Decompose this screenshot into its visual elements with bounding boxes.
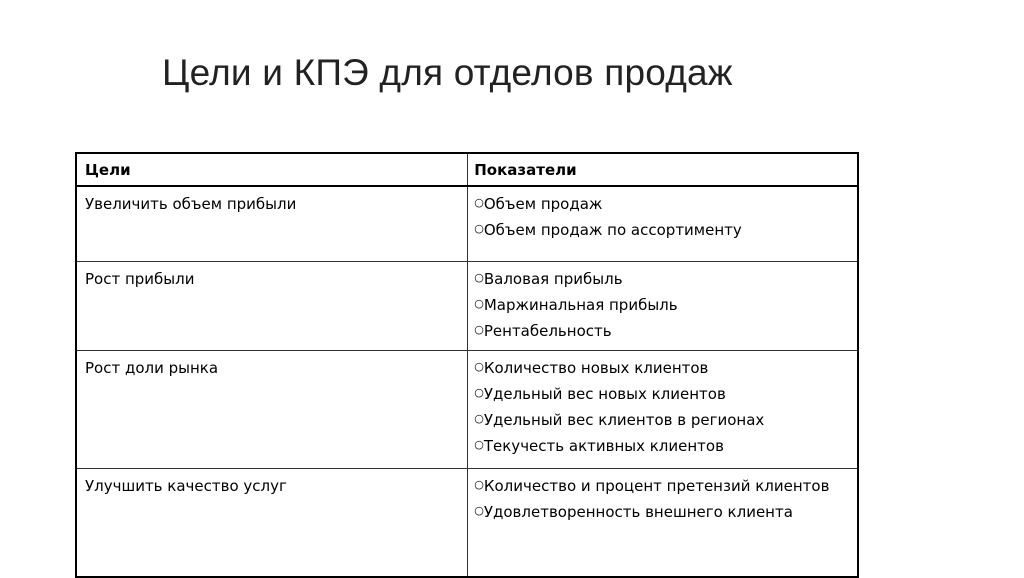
circle-bullet-icon: ○ bbox=[474, 271, 484, 284]
metric-label: Текучесть активных клиентов bbox=[483, 437, 724, 455]
goal-cell: Улучшить качество услуг bbox=[76, 469, 468, 578]
circle-bullet-icon: ○ bbox=[474, 323, 484, 336]
circle-bullet-icon: ○ bbox=[474, 196, 484, 209]
table-row bbox=[76, 469, 858, 578]
header-metrics: Показатели bbox=[468, 153, 858, 186]
page-title: Цели и КПЭ для отделов продаж bbox=[162, 52, 733, 93]
metric-label: Маржинальная прибыль bbox=[483, 296, 678, 314]
circle-bullet-icon: ○ bbox=[474, 360, 484, 373]
metric-label: Валовая прибыль bbox=[483, 270, 623, 288]
metric-label: Рентабельность bbox=[483, 322, 612, 340]
circle-bullet-icon: ○ bbox=[474, 297, 484, 310]
metric-label: Объем продаж по ассортименту bbox=[483, 221, 742, 239]
goal-cell: Рост прибыли bbox=[76, 262, 468, 351]
metric-label: Объем продаж bbox=[483, 195, 603, 213]
table-header-row bbox=[76, 153, 858, 186]
metric-item bbox=[474, 294, 849, 318]
metric-item bbox=[474, 409, 849, 433]
goal-cell: Рост доли рынка bbox=[76, 351, 468, 469]
metric-label: Удельный вес клиентов в регионах bbox=[483, 411, 765, 429]
header-goals: Цели bbox=[76, 153, 468, 186]
metric-item bbox=[474, 219, 849, 243]
circle-bullet-icon: ○ bbox=[474, 438, 484, 451]
metric-item bbox=[474, 193, 849, 217]
metrics-cell bbox=[468, 469, 858, 578]
metric-item bbox=[474, 501, 849, 525]
kpi-table bbox=[75, 152, 859, 578]
metric-item bbox=[474, 435, 849, 459]
table-row bbox=[76, 186, 858, 262]
metric-item bbox=[474, 320, 849, 344]
circle-bullet-icon: ○ bbox=[474, 412, 484, 425]
metric-item bbox=[474, 268, 849, 292]
metric-label: Количество новых клиентов bbox=[483, 359, 709, 377]
metric-label: Удельный вес новых клиентов bbox=[483, 385, 726, 403]
metric-item bbox=[474, 357, 849, 381]
circle-bullet-icon: ○ bbox=[474, 222, 484, 235]
table-row bbox=[76, 262, 858, 351]
circle-bullet-icon: ○ bbox=[474, 386, 484, 399]
circle-bullet-icon: ○ bbox=[474, 504, 484, 517]
metric-item bbox=[474, 475, 849, 499]
table-row bbox=[76, 351, 858, 469]
metric-item bbox=[474, 383, 849, 407]
goal-cell: Увеличить объем прибыли bbox=[76, 186, 468, 262]
circle-bullet-icon: ○ bbox=[474, 478, 484, 491]
metrics-cell bbox=[468, 186, 858, 262]
metrics-cell bbox=[468, 262, 858, 351]
metric-label: Удовлетворенность внешнего клиента bbox=[483, 503, 793, 521]
metric-label: Количество и процент претензий клиентов bbox=[483, 477, 830, 495]
metrics-cell bbox=[468, 351, 858, 469]
